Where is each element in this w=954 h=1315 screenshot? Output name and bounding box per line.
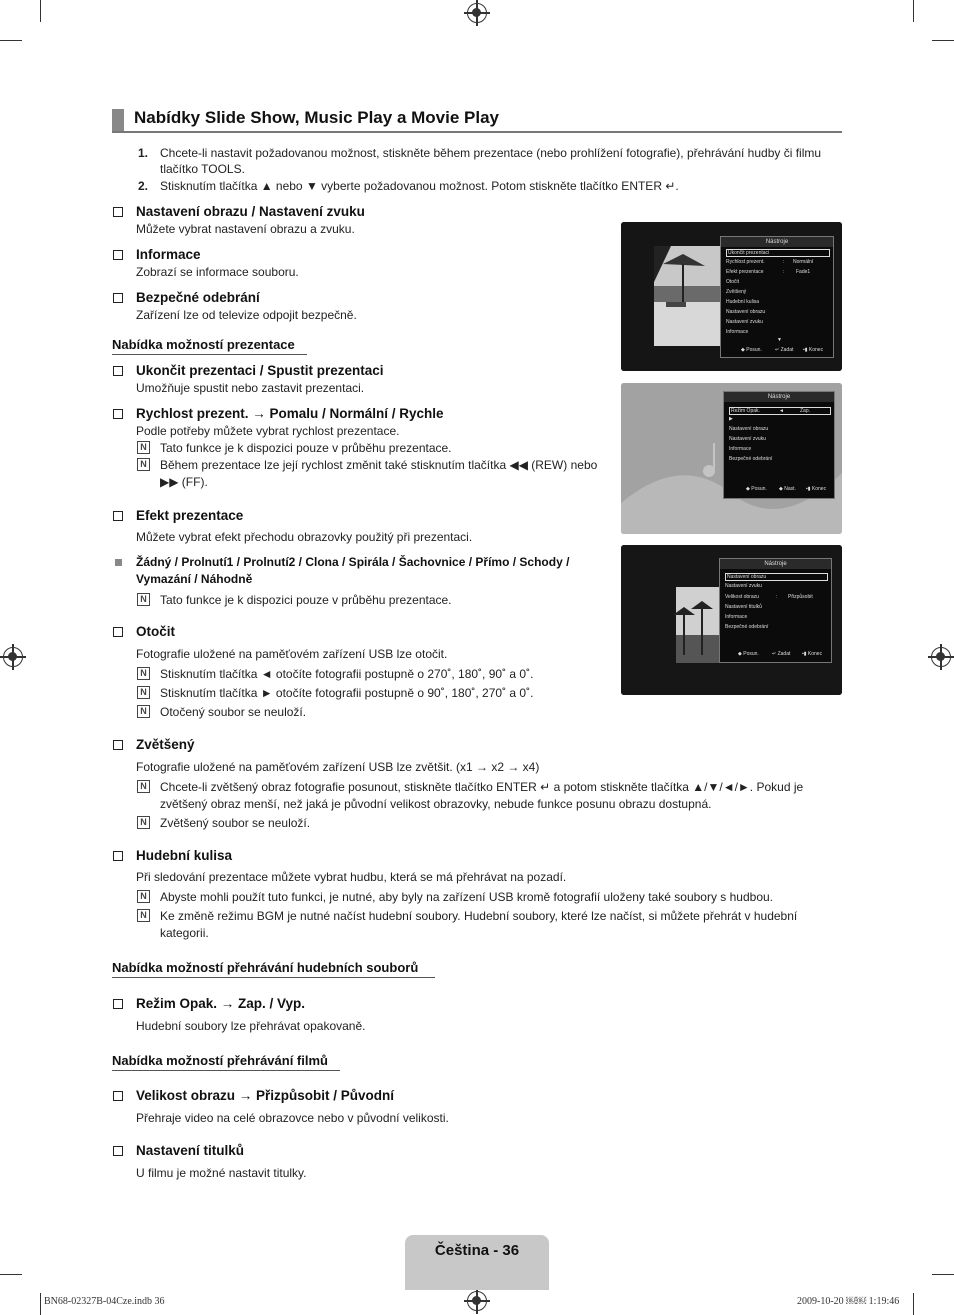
registration-mark-icon bbox=[467, 3, 487, 23]
checkbox-bullet-icon bbox=[113, 740, 123, 750]
note-icon: N bbox=[137, 458, 150, 471]
checkbox-bullet-icon bbox=[113, 250, 123, 260]
print-info-right: 2009-10-20 ￼￼ 1:19:46 bbox=[797, 1296, 900, 1307]
footer-exit: ▪▮ Konec bbox=[802, 651, 823, 657]
checkbox-bullet-icon bbox=[113, 409, 123, 419]
tools-menu bbox=[719, 558, 832, 663]
footer-exit: ▪▮ Konec bbox=[803, 347, 824, 353]
checkbox-bullet-icon bbox=[113, 1146, 123, 1156]
menu-item[interactable]: Informace bbox=[729, 446, 752, 452]
section-heading: Nabídka možností přehrávání filmů bbox=[112, 1053, 328, 1068]
title-rule bbox=[112, 131, 842, 133]
menu-item[interactable]: Informace bbox=[726, 329, 749, 335]
item-heading: Otočit bbox=[136, 624, 175, 639]
crop-mark bbox=[913, 0, 914, 22]
crop-mark bbox=[932, 1274, 954, 1275]
registration-mark-icon bbox=[931, 647, 951, 667]
menu-item[interactable]: Velikost obrazu bbox=[725, 594, 759, 600]
footer-move: ◆ Posun. bbox=[738, 651, 759, 657]
item-heading: Bezpečné odebrání bbox=[136, 290, 260, 305]
note-icon: N bbox=[137, 890, 150, 903]
music-tools-screenshot bbox=[621, 383, 842, 534]
menu-sep: : bbox=[783, 259, 785, 265]
item-desc: Fotografie uložené na paměťovém zařízení USB lze zvětšit. (x1 → x2 → x4) bbox=[136, 760, 540, 774]
play-icon: ▶ bbox=[729, 416, 733, 422]
menu-item[interactable]: Nastavení zvuku bbox=[725, 583, 762, 589]
menu-item[interactable]: Otočit bbox=[726, 279, 740, 285]
menu-item[interactable]: Nastavení zvuku bbox=[726, 319, 763, 325]
step-text: tlačítko TOOLS. bbox=[160, 162, 245, 176]
menu-item[interactable]: Bezpečné odebrání bbox=[725, 624, 769, 630]
checkbox-bullet-icon bbox=[113, 366, 123, 376]
checkbox-bullet-icon bbox=[113, 207, 123, 217]
note-text: Tato funkce je k dispozici pouze v průběhu prezentace. bbox=[160, 441, 452, 455]
menu-item[interactable]: Bezpečné odebrání bbox=[729, 456, 773, 462]
crop-mark bbox=[932, 40, 954, 41]
menu-value: Normální bbox=[793, 259, 814, 265]
menu-sep: : bbox=[776, 594, 778, 600]
item-heading: Efekt prezentace bbox=[136, 508, 244, 523]
item-desc: Můžete vybrat nastavení obrazu a zvuku. bbox=[136, 222, 355, 236]
menu-item[interactable]: Nastavení titulků bbox=[725, 604, 762, 610]
menu-sep: : bbox=[783, 269, 785, 275]
note-icon: N bbox=[137, 686, 150, 699]
item-desc: Fotografie uložené na paměťovém zařízení USB lze otočit. bbox=[136, 647, 448, 661]
note-icon: N bbox=[137, 593, 150, 606]
note-icon: N bbox=[137, 441, 150, 454]
step-text: Chcete-li nastavit požadovanou možnost, stiskněte během prezentace (nebo prohlížení fotografie), přehrávání hudby či filmu bbox=[160, 146, 822, 160]
menu-value: Zap. bbox=[800, 408, 811, 414]
footer-enter: ↵ Zadat bbox=[775, 347, 794, 353]
note-text: Zvětšený soubor se neuloží. bbox=[160, 816, 311, 830]
checkbox-bullet-icon bbox=[113, 511, 123, 521]
crop-mark bbox=[0, 1274, 22, 1275]
menu-title: Nástroje bbox=[720, 559, 831, 569]
note-icon: N bbox=[137, 816, 150, 829]
step-number: 2. bbox=[138, 179, 149, 193]
crop-mark bbox=[40, 1293, 41, 1315]
item-heading: Zvětšený bbox=[136, 737, 195, 752]
step-number: 1. bbox=[138, 146, 149, 160]
menu-item[interactable]: Hudební kulisa bbox=[726, 299, 760, 305]
item-heading: Režim Opak. → Zap. / Vyp. bbox=[136, 996, 306, 1011]
checkbox-bullet-icon bbox=[113, 293, 123, 303]
note-text: Abyste mohli použít tuto funkci, je nutné, aby byly na zařízení USB kromě fotografií uloženy také soubory s hudbou. bbox=[160, 890, 774, 904]
item-desc: Umožňuje spustit nebo zastavit prezentaci. bbox=[136, 381, 365, 395]
crop-mark bbox=[40, 0, 41, 22]
item-heading: Velikost obrazu → Přizpůsobit / Původní bbox=[136, 1088, 395, 1103]
item-heading: Hudební kulisa bbox=[136, 848, 233, 863]
tools-menu bbox=[720, 236, 834, 358]
item-desc: U filmu je možné nastavit titulky. bbox=[136, 1166, 307, 1180]
note-text: Otočený soubor se neuloží. bbox=[160, 705, 307, 719]
movie-tools-screenshot bbox=[621, 545, 842, 695]
item-desc: Zařízení lze od televize odpojit bezpečně. bbox=[136, 308, 357, 322]
slideshow-tools-screenshot bbox=[621, 222, 842, 371]
menu-item-selected[interactable]: Nastavení obrazu bbox=[725, 573, 828, 581]
checkbox-bullet-icon bbox=[113, 1091, 123, 1101]
note-icon: N bbox=[137, 667, 150, 680]
item-heading: Ukončit prezentaci / Spustit prezentaci bbox=[136, 363, 384, 378]
item-desc: Při sledování prezentace můžete vybrat hudbu, která se má přehrávat na pozadí. bbox=[136, 870, 567, 884]
footer-adjust: ◆ Nast. bbox=[779, 486, 796, 492]
section-rule bbox=[112, 1070, 340, 1071]
title-accent-bar bbox=[112, 109, 124, 131]
section-rule bbox=[112, 977, 435, 978]
section-rule bbox=[112, 354, 307, 355]
print-info-left: BN68-02327B-04Cze.indb 36 bbox=[44, 1296, 165, 1307]
note-text: Ke změně režimu BGM je nutné načíst hudební soubory. Hudební soubory, které lze načíst, si můžete přehrát v hudební bbox=[160, 909, 798, 923]
checkbox-bullet-icon bbox=[113, 851, 123, 861]
crop-mark bbox=[0, 40, 22, 41]
menu-item[interactable]: Informace bbox=[725, 614, 748, 620]
note-text: Chcete-li zvětšený obraz fotografie posunout, stiskněte tlačítko ENTER ↵ a potom stiskněte tlačítka ▲/▼/◄/►. Pokud je bbox=[160, 780, 804, 794]
note-text: Stisknutím tlačítka ► otočíte fotografii postupně o 90˚, 180˚, 270˚ a 0˚. bbox=[160, 686, 534, 700]
menu-item[interactable]: Rychlost prezent. bbox=[726, 259, 765, 265]
footer-move: ◆ Posun. bbox=[746, 486, 767, 492]
menu-item-selected[interactable]: Režim Opak. bbox=[729, 407, 831, 415]
note-text: Stisknutím tlačítka ◄ otočíte fotografii postupně o 270˚, 180˚, 90˚ a 0˚. bbox=[160, 667, 534, 681]
note-text: Tato funkce je k dispozici pouze v průběhu prezentace. bbox=[160, 593, 452, 607]
effect-options: Žádný / Prolnutí1 / Prolnutí2 / Clona / Spirála / Šachovnice / Přímo / Schody / bbox=[136, 555, 570, 569]
menu-arrow-icon: ◄ bbox=[779, 408, 784, 414]
effect-options: Vymazání / Náhodně bbox=[136, 572, 253, 586]
menu-item[interactable]: Zvětšený bbox=[726, 289, 747, 295]
crop-mark bbox=[913, 1293, 914, 1315]
note-text: Během prezentace lze její rychlost změnit také stisknutím tlačítka ◀◀ (REW) nebo bbox=[160, 458, 598, 472]
item-desc: Můžete vybrat efekt přechodu obrazovky použitý při prezentaci. bbox=[136, 530, 473, 544]
step-text: Stisknutím tlačítka ▲ nebo ▼ vyberte požadovanou možnost. Potom stiskněte tlačítko ENTER ↵. bbox=[160, 179, 679, 193]
footer-exit: ▪▮ Konec bbox=[806, 486, 827, 492]
square-bullet-icon bbox=[115, 559, 122, 566]
note-text: zvětšený obraz menší, než jaká je původní velikost obrazovky, nebude funkce posunu obrazu dostupná. bbox=[160, 797, 712, 811]
note-text: kategorii. bbox=[160, 926, 209, 940]
item-heading: Nastavení titulků bbox=[136, 1143, 245, 1158]
section-heading: Nabídka možností prezentace bbox=[112, 337, 295, 352]
checkbox-bullet-icon bbox=[113, 627, 123, 637]
menu-item[interactable]: Nastavení zvuku bbox=[729, 436, 766, 442]
item-heading: Informace bbox=[136, 247, 201, 262]
menu-value: Fade1 bbox=[796, 269, 811, 275]
item-desc: Přehraje video na celé obrazovce nebo v původní velikosti. bbox=[136, 1111, 449, 1125]
footer-move: ◆ Posun. bbox=[741, 347, 762, 353]
item-desc: Zobrazí se informace souboru. bbox=[136, 265, 299, 279]
scroll-down-icon: ▼ bbox=[777, 337, 782, 343]
menu-item-selected[interactable]: Ukončit prezentaci bbox=[726, 249, 830, 257]
section-heading: Nabídka možností přehrávání hudebních souborů bbox=[112, 960, 419, 975]
note-text: ▶▶ (FF). bbox=[160, 475, 208, 489]
registration-mark-icon bbox=[467, 1291, 487, 1311]
item-desc: Hudební soubory lze přehrávat opakovaně. bbox=[136, 1019, 366, 1033]
tools-menu bbox=[723, 391, 835, 499]
item-heading: Nastavení obrazu / Nastavení zvuku bbox=[136, 204, 365, 219]
menu-item[interactable]: Nastavení obrazu bbox=[729, 426, 769, 432]
page-number: Čeština - 36 bbox=[434, 1242, 520, 1259]
registration-mark-icon bbox=[3, 647, 23, 667]
note-icon: N bbox=[137, 780, 150, 793]
menu-item[interactable]: Nastavení obrazu bbox=[726, 309, 766, 315]
checkbox-bullet-icon bbox=[113, 999, 123, 1009]
footer-enter: ↵ Zadat bbox=[772, 651, 791, 657]
menu-title: Nástroje bbox=[724, 392, 834, 402]
menu-value: Přizpůsobit bbox=[788, 594, 813, 600]
menu-item[interactable]: Efekt prezentace bbox=[726, 269, 764, 275]
note-icon: N bbox=[137, 909, 150, 922]
item-heading: Rychlost prezent. → Pomalu / Normální / Rychle bbox=[136, 406, 444, 421]
page-title: Nabídky Slide Show, Music Play a Movie Play bbox=[134, 108, 499, 127]
item-desc: Podle potřeby můžete vybrat rychlost prezentace. bbox=[136, 424, 400, 438]
menu-title: Nástroje bbox=[721, 237, 833, 247]
note-icon: N bbox=[137, 705, 150, 718]
